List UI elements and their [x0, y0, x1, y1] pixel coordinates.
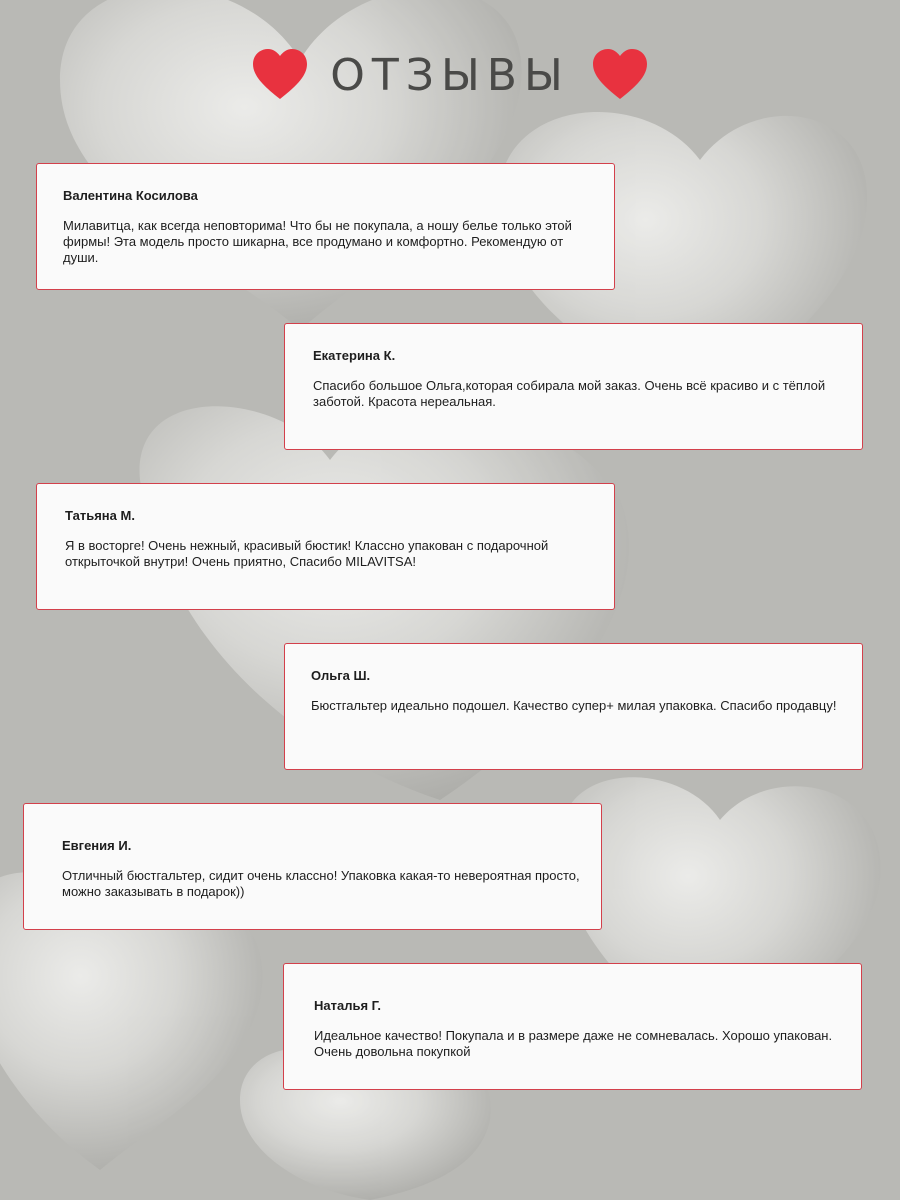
heart-icon [252, 49, 308, 101]
review-text: Отличный бюстгальтер, сидит очень классно! Упаковка какая-то невероятная просто, можно заказывать в подарок)) [62, 868, 580, 899]
heart-icon [592, 49, 648, 101]
review-card [36, 163, 615, 290]
review-text: Идеальное качество! Покупала и в размере даже не сомневалась. Хорошо упакован. Очень довольна покупкой [314, 1028, 833, 1059]
reviewer-name: Наталья Г. [314, 998, 382, 1013]
review-card [23, 803, 602, 930]
reviewer-name: Татьяна М. [65, 508, 135, 523]
review-text: Милавитца, как всегда неповторима! Что бы не покупала, а ношу белье только этой фирмы! Эта модель просто шикарна, все продумано и комфортно. Рекомендую от души. [63, 218, 572, 265]
review-card [36, 483, 615, 610]
review-card [283, 963, 862, 1090]
review-text: Спасибо большое Ольга,которая собирала мой заказ. Очень всё красиво и с тёплой заботой. Красота нереальная. [313, 378, 826, 409]
review-text: Я в восторге! Очень нежный, красивый бюстик! Классно упакован с подарочной открыточкой внутри! Очень приятно, Спасибо MILAVITSA! [65, 538, 549, 569]
page-header [0, 40, 900, 110]
page-title: ОТЗЫВЫ [330, 50, 570, 101]
review-card [284, 323, 863, 450]
review-card [284, 643, 863, 770]
reviewer-name: Екатерина К. [313, 348, 396, 363]
reviewer-name: Ольга Ш. [311, 668, 371, 683]
reviewer-name: Евгения И. [62, 838, 132, 853]
review-text: Бюстгальтер идеально подошел. Качество супер+ милая упаковка. Спасибо продавцу! [311, 698, 837, 713]
reviewer-name: Валентина Косилова [63, 188, 198, 203]
